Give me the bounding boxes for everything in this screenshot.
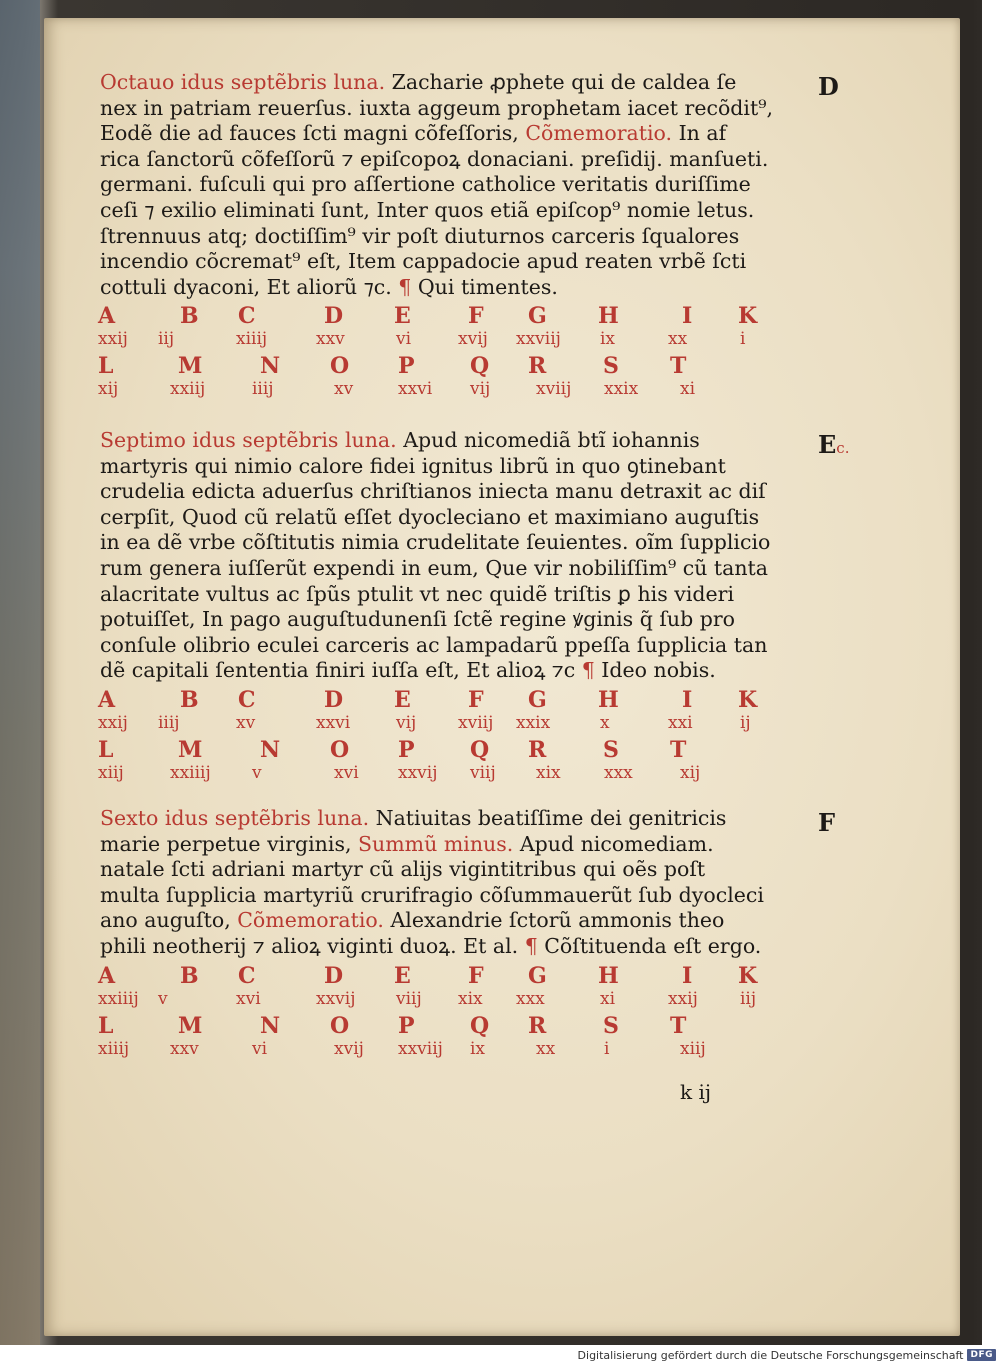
table-letter: M xyxy=(178,1012,203,1039)
table-letter: H xyxy=(598,303,619,330)
body-text: rum genera iuſſerũt expendi in eum, Que vir nobiliſſim⁹ cũ tanta xyxy=(100,555,769,580)
text-line xyxy=(100,249,800,275)
table-row xyxy=(98,353,778,379)
table-number: xiij xyxy=(680,1038,706,1059)
table-letter: C xyxy=(238,962,256,989)
table-letter: S xyxy=(603,737,619,763)
rubric-text: Cõmemoratio. xyxy=(237,908,384,933)
table-letter: S xyxy=(603,353,619,380)
lunar-table-1 xyxy=(98,303,778,403)
body-text: incendio cõcremat⁹ eſt, Item cappadocie apud reaten vrbẽ ſcti xyxy=(100,249,747,274)
table-number: vij xyxy=(396,713,417,733)
table-letter: R xyxy=(528,1012,547,1039)
table-number: v xyxy=(252,763,262,783)
table-letter: R xyxy=(528,353,547,380)
table-letter: A xyxy=(98,962,116,989)
table-letter: Q xyxy=(470,1012,490,1039)
table-letter: R xyxy=(528,737,547,763)
table-letter: T xyxy=(670,1012,687,1039)
table-number: xiiij xyxy=(236,329,268,350)
table-letter: G xyxy=(528,962,547,989)
table-letter: F xyxy=(468,687,484,713)
table-letter: K xyxy=(738,687,758,713)
table-row xyxy=(98,1013,778,1039)
text-line xyxy=(100,70,800,96)
text-line xyxy=(100,530,800,556)
table-letter: D xyxy=(324,687,344,713)
table-letter: L xyxy=(98,353,114,380)
table-letter: E xyxy=(394,687,411,713)
table-number: xvi xyxy=(334,763,359,783)
table-number: xxv xyxy=(170,1038,199,1059)
margin-letter-main: E xyxy=(818,430,837,459)
table-letter: T xyxy=(670,737,687,763)
table-letter: Q xyxy=(470,353,490,380)
body-text: Eodẽ die ad fauces ſcti magni cõfeſſoris, xyxy=(100,121,526,146)
table-letter: F xyxy=(468,303,484,330)
table-number: xxiiij xyxy=(98,988,139,1009)
rubric-text: ¶ xyxy=(524,933,545,958)
table-number: xix xyxy=(458,988,483,1009)
table-number: xxviij xyxy=(516,329,561,350)
table-letter: I xyxy=(682,687,693,713)
rubric-text: ¶ xyxy=(398,274,418,299)
table-number: ij xyxy=(740,713,751,733)
table-number: x xyxy=(600,713,610,733)
body-text: Natiuitas beatiſſime dei genitricis xyxy=(375,806,727,830)
table-row xyxy=(98,329,778,353)
body-text: Alexandrie ſctorũ ammonis theo xyxy=(383,908,725,933)
body-text: ano auguſto, xyxy=(100,908,238,933)
text-line xyxy=(100,857,800,883)
table-number: xxvi xyxy=(398,379,433,400)
table-number: xv xyxy=(236,713,256,733)
table-number: xx xyxy=(536,1038,556,1059)
table-letter: O xyxy=(330,737,350,763)
table-letter: C xyxy=(238,303,256,330)
table-number: xxij xyxy=(98,329,128,350)
table-row xyxy=(98,963,778,989)
table-number: xviij xyxy=(536,379,572,400)
rubric-text: Summũ minus. xyxy=(358,831,514,856)
table-letter: G xyxy=(528,687,547,713)
table-letter: B xyxy=(180,962,199,989)
text-line xyxy=(100,96,800,122)
table-letter: O xyxy=(330,1012,350,1039)
table-number: xvij xyxy=(334,1038,364,1059)
table-letter: D xyxy=(324,303,344,330)
table-row xyxy=(98,989,778,1013)
table-number: i xyxy=(740,329,746,350)
body-text: multa ſupplicia martyriũ crurifragio cõſummauerũt ſub dyocleci xyxy=(100,882,764,907)
body-text: cerpſit, Quod cũ relatũ eſſet dyocleciano et maximiano auguſtis xyxy=(100,504,760,529)
body-text: Apud nicomediã btĩ iohannis xyxy=(403,428,700,452)
table-number: xxvij xyxy=(398,763,438,783)
margin-letter-main: D xyxy=(818,72,839,101)
body-text: Qui timentes. xyxy=(417,274,558,299)
text-line xyxy=(100,908,800,934)
rubric-text: Sexto idus septẽbris luna. xyxy=(100,806,376,830)
table-number: ix xyxy=(470,1038,486,1059)
body-text: ſtrennuus atq; doctiſſim⁹ vir poſt diuturnos carceris ſqualores xyxy=(100,223,740,248)
table-number: xvi xyxy=(236,988,261,1009)
footer-text: Digitalisierung gefördert durch die Deutsche Forschungsgemeinschaft xyxy=(577,1348,964,1362)
dfg-logo: DFG xyxy=(967,1349,996,1361)
table-number: ix xyxy=(600,329,616,350)
table-number: xij xyxy=(98,379,119,400)
text-line xyxy=(100,832,800,858)
table-number: xxx xyxy=(516,988,545,1009)
table-row xyxy=(98,737,778,763)
lunar-table-2 xyxy=(98,687,778,787)
text-line xyxy=(100,883,800,909)
body-text: crudelia edicta aduerſus chriſtianos iniecta manu detraxit ac diſ xyxy=(100,479,766,504)
table-number: xv xyxy=(334,379,354,400)
table-letter: D xyxy=(324,962,344,989)
table-letter: B xyxy=(180,687,199,713)
table-number: xix xyxy=(536,763,561,783)
table-letter: B xyxy=(180,303,199,330)
table-number: iij xyxy=(158,329,175,350)
table-number: i xyxy=(604,1038,610,1059)
table-letter: N xyxy=(260,737,281,763)
lunar-table-3 xyxy=(98,963,778,1063)
margin-dominical-letter xyxy=(818,430,849,459)
table-number: xxx xyxy=(604,763,633,783)
margin-dominical-letter xyxy=(818,808,835,837)
body-text: Apud nicomediam. xyxy=(513,831,714,856)
text-line xyxy=(100,479,800,505)
table-letter: S xyxy=(603,1012,619,1039)
table-number: iiij xyxy=(252,379,274,400)
body-text: germani. fuſculi qui pro aſſertione catholice veritatis duriſſime xyxy=(100,172,751,197)
body-text: potuiſſet, In pago auguſtudunenſi ſctẽ regine ꝟginis q̃ ſub pro xyxy=(100,607,736,632)
table-number: xxv xyxy=(316,329,345,350)
table-number: xvij xyxy=(458,329,488,350)
body-text: rica ſanctorũ cõfeſſorũ ⁊ epiſcopoꝝ donaciani. preſidij. manſueti. xyxy=(100,146,769,171)
table-number: vij xyxy=(470,379,491,400)
table-number: iiij xyxy=(158,713,180,733)
body-text: cottuli dyaconi, Et aliorũ ⁊c. xyxy=(100,274,399,299)
text-line xyxy=(100,607,800,633)
table-number: xxij xyxy=(98,713,128,733)
rubric-text: Cõmemoratio. xyxy=(525,121,673,146)
signature-mark: k ij xyxy=(680,1080,712,1104)
body-text: In af xyxy=(672,121,727,146)
table-number: xx xyxy=(668,329,688,350)
text-line xyxy=(100,172,800,198)
text-line xyxy=(100,275,800,301)
binding-edge xyxy=(0,0,40,1345)
table-letter: O xyxy=(330,353,350,380)
body-text: alacritate vultus ac ſpũs ptulit vt nec quidẽ triſtis ꝑ his videri xyxy=(100,581,735,606)
table-letter: T xyxy=(670,353,687,380)
table-letter: K xyxy=(738,303,758,330)
table-row xyxy=(98,713,778,737)
table-letter: P xyxy=(398,1012,415,1039)
text-line xyxy=(100,428,800,454)
text-line xyxy=(100,934,800,960)
body-text: nex in patriam reuerſus. iuxta aggeum prophetam iacet recõdit⁹, xyxy=(100,95,773,120)
text-line xyxy=(100,633,800,659)
body-text: in ea dẽ vrbe cõſtitutis nimia crudelitate ſeuientes. oĩm ſupplicio xyxy=(100,530,771,555)
entry-text-3 xyxy=(100,806,800,960)
table-number: vi xyxy=(396,329,412,350)
table-letter: I xyxy=(682,962,693,989)
table-row xyxy=(98,687,778,713)
text-line xyxy=(100,147,800,173)
table-number: viij xyxy=(396,988,422,1009)
table-letter: A xyxy=(98,303,116,330)
table-number: iij xyxy=(740,988,757,1009)
body-text: natale ſcti adriani martyr cũ alijs vigintitribus qui oẽs poſt xyxy=(100,857,706,882)
body-text: conſule olibrio eculei carceris ac lampadarũ ppeſſa ſupplicia tan xyxy=(100,632,768,657)
table-number: xij xyxy=(680,763,701,783)
text-line xyxy=(100,224,800,250)
rubric-text: ¶ xyxy=(581,658,602,683)
table-row xyxy=(98,303,778,329)
table-letter: F xyxy=(468,962,484,989)
table-number: xxiij xyxy=(170,379,206,400)
table-number: xxiiij xyxy=(170,763,211,783)
margin-dominical-letter xyxy=(818,72,839,101)
table-letter: I xyxy=(682,303,693,330)
table-number: viij xyxy=(470,763,496,783)
table-number: xxvij xyxy=(316,988,356,1009)
body-text: martyris qui nimio calore fidei ignitus librũ in quo ꝯtinebant xyxy=(100,453,726,478)
body-text: Zacharie ꝓphete qui de caldea ſe xyxy=(391,70,737,94)
table-number: xiiij xyxy=(98,1038,130,1059)
table-letter: K xyxy=(738,962,758,989)
body-text: phili neotherij ⁊ alioꝝ viginti duoꝝ. Et al. xyxy=(100,933,525,958)
body-text: dẽ capitali ſententia finiri iuſſa eſt, Et alioꝝ ⁊c xyxy=(100,658,582,683)
entry-text-1 xyxy=(100,70,800,300)
table-number: xxvi xyxy=(316,713,351,733)
rubric-text: Octauo idus septẽbris luna. xyxy=(100,70,392,94)
table-letter: P xyxy=(398,353,415,380)
table-number: xxix xyxy=(604,379,639,400)
table-letter: P xyxy=(398,737,415,763)
body-text: ceſi ⁊ exilio eliminati ſunt, Inter quos etiã epiſcop⁹ nomie letus. xyxy=(100,197,755,222)
table-number: xi xyxy=(680,379,696,400)
text-line xyxy=(100,556,800,582)
text-line xyxy=(100,121,800,147)
table-row xyxy=(98,379,778,403)
table-number: xviij xyxy=(458,713,494,733)
table-letter: N xyxy=(260,1012,281,1039)
table-number: xi xyxy=(600,988,616,1009)
table-letter: Q xyxy=(470,737,490,763)
text-line xyxy=(100,806,800,832)
table-letter: L xyxy=(98,1012,114,1039)
table-number: xiij xyxy=(98,763,124,783)
body-text: Cõſtituenda eſt ergo. xyxy=(544,933,762,958)
text-line xyxy=(100,582,800,608)
digitization-footer xyxy=(578,1347,996,1363)
body-text: marie perpetue virginis, xyxy=(100,831,358,856)
table-number: xxi xyxy=(668,713,693,733)
table-row xyxy=(98,763,778,787)
margin-letter-sub: c. xyxy=(836,439,850,457)
table-number: xxix xyxy=(516,713,551,733)
table-letter: E xyxy=(394,303,411,330)
table-letter: N xyxy=(260,353,281,380)
table-letter: G xyxy=(528,303,547,330)
table-number: xxviij xyxy=(398,1038,443,1059)
table-number: xxij xyxy=(668,988,698,1009)
entry-text-2 xyxy=(100,428,800,684)
text-line xyxy=(100,454,800,480)
table-number: vi xyxy=(252,1038,268,1059)
text-line xyxy=(100,505,800,531)
table-letter: C xyxy=(238,687,256,713)
table-letter: H xyxy=(598,687,619,713)
table-row xyxy=(98,1039,778,1063)
text-line xyxy=(100,658,800,684)
table-letter: A xyxy=(98,687,116,713)
body-text: Ideo nobis. xyxy=(601,658,716,683)
text-line xyxy=(100,198,800,224)
margin-letter-main: F xyxy=(818,808,836,837)
table-letter: E xyxy=(394,962,411,989)
table-letter: M xyxy=(178,353,203,380)
rubric-text: Septimo idus septẽbris luna. xyxy=(100,428,404,452)
table-letter: H xyxy=(598,962,619,989)
table-number: v xyxy=(158,988,168,1009)
table-letter: L xyxy=(98,737,114,763)
table-letter: M xyxy=(178,737,203,763)
